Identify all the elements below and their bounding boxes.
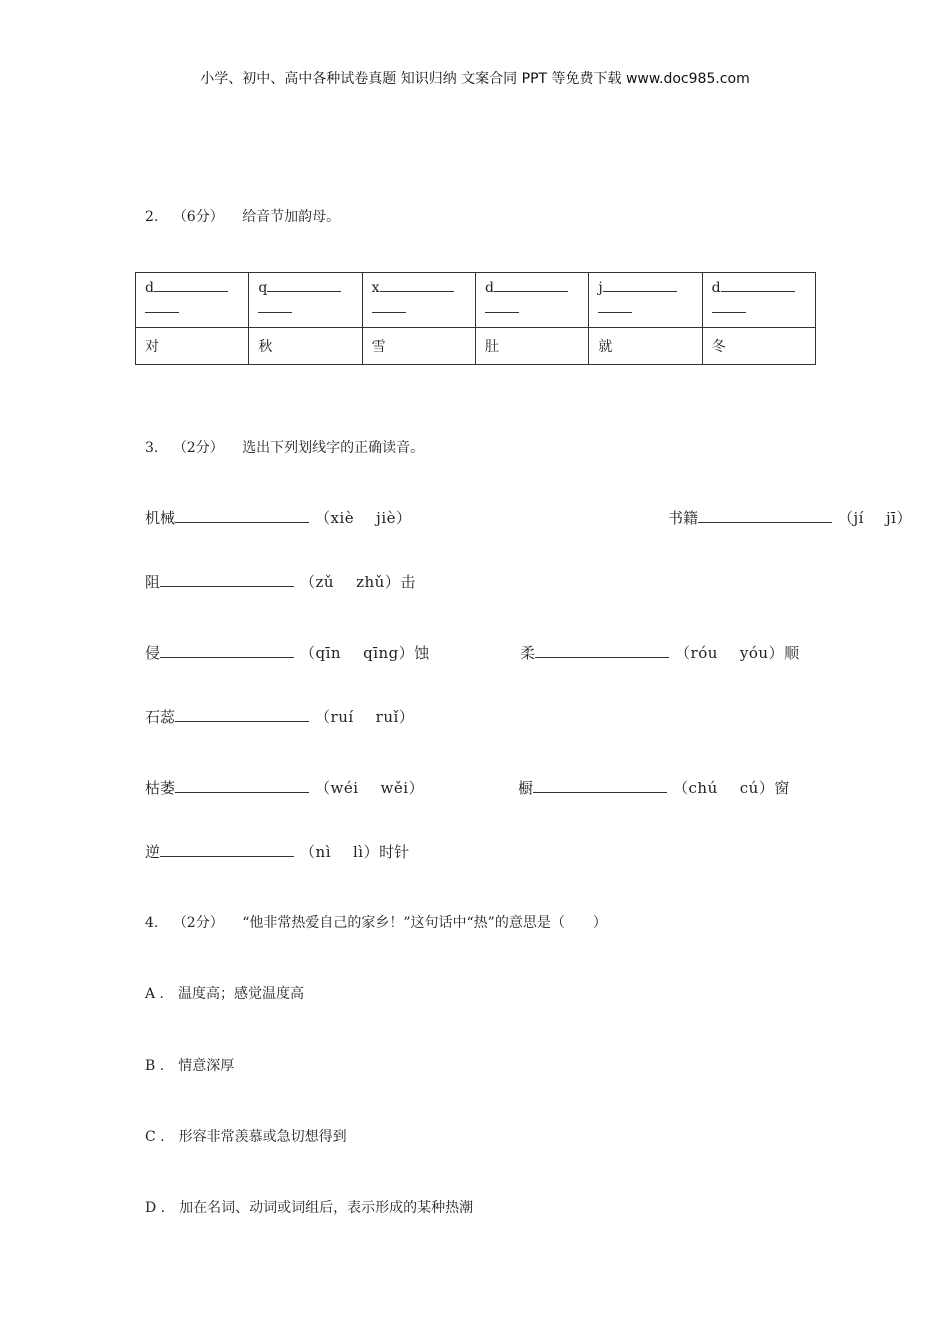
choice-text: 形容非常羡慕或急切想得到: [178, 1129, 347, 1145]
word: 侵: [145, 644, 161, 662]
option: jiè: [376, 509, 396, 527]
answer-item: 逆 （nì lì） 时针: [145, 843, 410, 861]
answer-blank[interactable]: [533, 778, 667, 793]
option: ruǐ: [375, 708, 399, 726]
blank[interactable]: [380, 278, 454, 292]
choice-letter: C .: [145, 1129, 165, 1145]
option: yóu: [739, 644, 769, 662]
question-number: 3.: [145, 440, 159, 456]
pinyin-table: [135, 272, 816, 365]
blank[interactable]: [603, 278, 677, 292]
initial: d: [145, 280, 154, 296]
answer-item: 柔 （róu yóu） 顺: [520, 644, 800, 662]
initial: q: [258, 280, 268, 296]
answer-blank[interactable]: [175, 508, 309, 523]
pinyin-cell[interactable]: [702, 273, 815, 328]
answer-line: [145, 777, 790, 798]
initial: j: [598, 280, 603, 296]
option: jí: [853, 509, 864, 527]
option: xiè: [330, 509, 355, 527]
blank[interactable]: [721, 278, 795, 292]
blank[interactable]: [154, 278, 228, 292]
option: ruí: [330, 708, 354, 726]
answer-item: 阻 （zǔ zhǔ） 击: [145, 573, 416, 591]
choice-c[interactable]: [145, 1126, 347, 1146]
option: wéi: [330, 779, 359, 797]
option: nì: [315, 843, 331, 861]
page-header: 小学、初中、高中各种试卷真题 知识归纳 文案合同 PPT 等免费下载 www.doc985.com: [200, 71, 750, 87]
word: 石蕊: [145, 708, 176, 726]
word: 柔: [520, 644, 536, 662]
choice-a[interactable]: [145, 983, 304, 1003]
choice-text: 加在名词、动词或词组后，表示形成的某种热潮: [179, 1200, 474, 1216]
blank[interactable]: [258, 299, 292, 313]
option: qīng: [363, 644, 399, 662]
pinyin-cell[interactable]: [362, 273, 475, 328]
choice-letter: B .: [145, 1058, 165, 1074]
choice-letter: A .: [145, 986, 165, 1002]
answer-line: [145, 706, 414, 727]
word: 枯萎: [145, 779, 176, 797]
option: lì: [353, 843, 364, 861]
answer-item: 侵 （qīn qīng） 蚀: [145, 644, 430, 662]
question-prompt: 给音节加韵母。: [242, 209, 341, 225]
word: 逆: [145, 843, 161, 861]
pinyin-cell[interactable]: [475, 273, 588, 328]
char-cell: 就: [589, 328, 702, 365]
blank[interactable]: [145, 299, 179, 313]
answer-blank[interactable]: [160, 643, 294, 658]
choice-d[interactable]: [145, 1197, 473, 1217]
char-cell: 秋: [249, 328, 362, 365]
question-score: （6分）: [172, 209, 224, 225]
answer-line: [145, 571, 415, 592]
choice-letter: D .: [145, 1200, 166, 1216]
option: róu: [690, 644, 718, 662]
blank[interactable]: [372, 299, 406, 313]
answer-item: 书籍 （jí jī）: [668, 509, 912, 527]
pinyin-cell[interactable]: [136, 273, 249, 328]
option: qīn: [315, 644, 342, 662]
option: cú: [739, 779, 759, 797]
answer-line: [145, 507, 912, 528]
char-cell: 冬: [702, 328, 815, 365]
word: 橱: [518, 779, 534, 797]
choice-text: 情意深厚: [178, 1058, 235, 1074]
question-score: （2分）: [172, 915, 224, 931]
char-cell: 肚: [475, 328, 588, 365]
blank[interactable]: [485, 299, 519, 313]
char-cell: 雪: [362, 328, 475, 365]
initial: d: [484, 280, 494, 296]
question-4-title: [145, 912, 607, 932]
blank[interactable]: [598, 299, 632, 313]
question-score: （2分）: [172, 440, 224, 456]
question-2-title: [145, 206, 340, 226]
answer-blank[interactable]: [535, 643, 669, 658]
question-prompt: 选出下列划线字的正确读音。: [242, 440, 425, 456]
choice-text: 温度高；感觉温度高: [178, 986, 305, 1002]
word: 机械: [145, 509, 176, 527]
answer-line: [145, 841, 409, 862]
answer-item: 橱 （chú cú） 窗: [518, 779, 790, 797]
option: zǔ: [315, 573, 335, 591]
question-number: 4.: [145, 915, 159, 931]
question-3-title: [145, 437, 424, 457]
initial: x: [371, 280, 380, 296]
option: wěi: [380, 779, 409, 797]
option: jī: [885, 509, 897, 527]
answer-line: [145, 642, 800, 663]
answer-blank[interactable]: [698, 508, 832, 523]
answer-blank[interactable]: [160, 842, 294, 857]
option: chú: [688, 779, 718, 797]
answer-item: 枯萎 （wéi wěi）: [145, 779, 425, 797]
answer-item: 机械 （xiè jiè）: [145, 509, 412, 527]
question-number: 2.: [145, 209, 159, 225]
answer-item: 石蕊 （ruí ruǐ）: [145, 708, 415, 726]
option: zhǔ: [356, 573, 385, 591]
blank[interactable]: [494, 278, 568, 292]
answer-blank[interactable]: [175, 778, 309, 793]
pinyin-cell[interactable]: [249, 273, 362, 328]
char-cell: 对: [136, 328, 249, 365]
blank[interactable]: [267, 278, 341, 292]
blank[interactable]: [712, 299, 746, 313]
initial: d: [711, 280, 721, 296]
word: 阻: [145, 573, 161, 591]
word: 书籍: [668, 509, 699, 527]
question-prompt: “他非常热爱自己的家乡！”这句话中“热”的意思是（ ）: [242, 915, 607, 931]
answer-blank[interactable]: [160, 572, 294, 587]
choice-b[interactable]: [145, 1055, 234, 1075]
answer-blank[interactable]: [175, 707, 309, 722]
pinyin-cell[interactable]: [589, 273, 702, 328]
